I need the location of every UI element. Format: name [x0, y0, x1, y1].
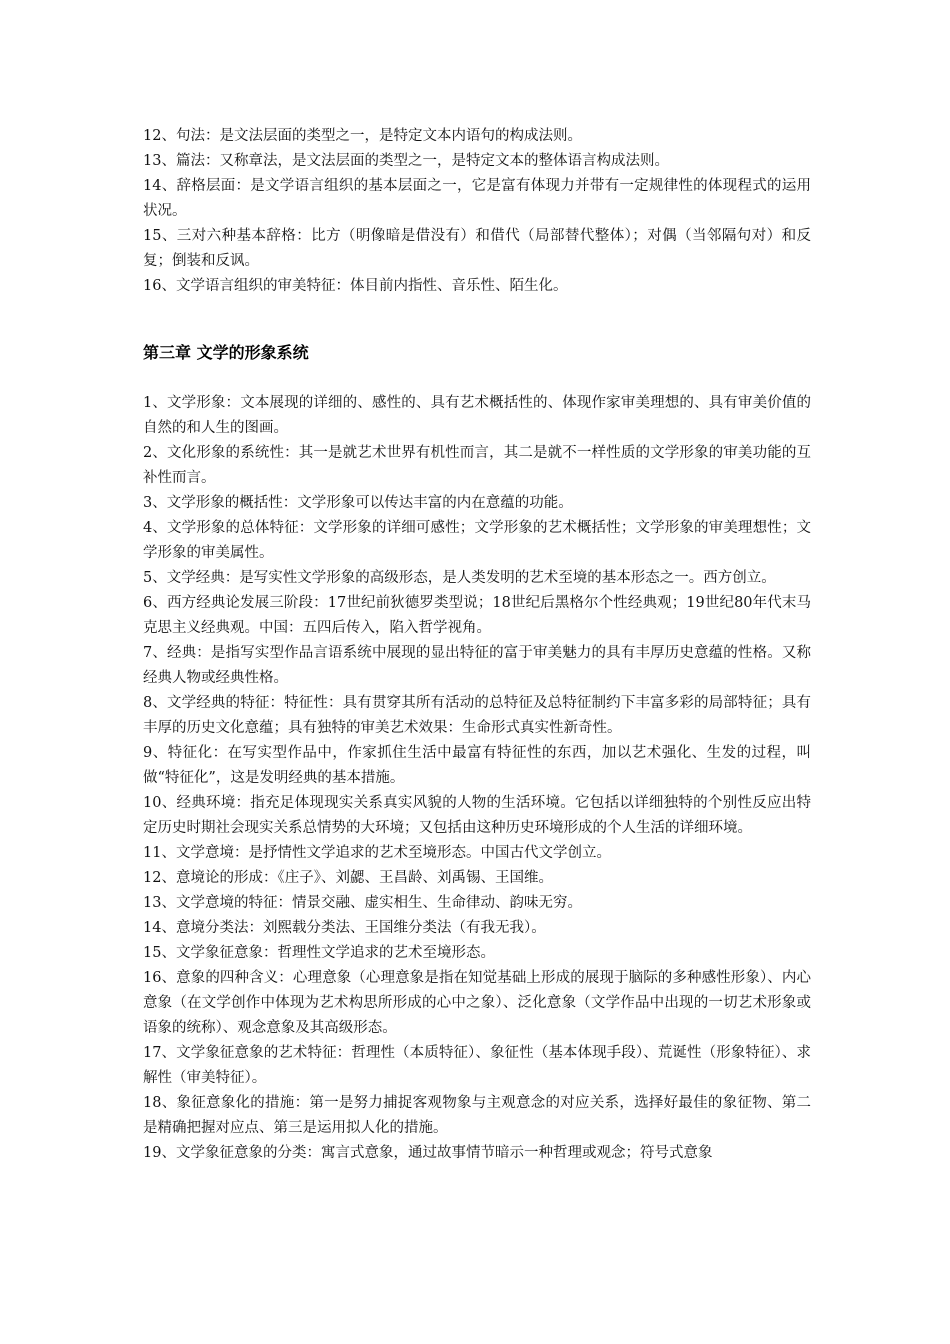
- list-item: 13、文学意境的特征：情景交融、虚实相生、生命律动、韵味无穷。: [143, 895, 582, 911]
- list-item: 18、象征意象化的措施：第一是努力捕捉客观物象与主观意念的对应关系，选择好最佳的象征物、第二是精确把握对应点、第三是运用拟人化的措施。: [143, 1095, 811, 1136]
- previous-section: [143, 124, 811, 299]
- list-item: 14、意境分类法：刘熙载分类法、王国维分类法（有我无我）。: [143, 920, 546, 936]
- list-item: 16、意象的四种含义：心理意象（心理意象是指在知觉基础上形成的展现于脑际的多种感性形象）、内心意象（在文学创作中体现为艺术构思所形成的心中之象）、泛化意象（文学作品中出现的一切艺术形象或语象的统称）、观念意象及其高级形态。: [143, 970, 811, 1036]
- list-item: 12、句法：是文法层面的类型之一，是特定文本内语句的构成法则。: [143, 128, 582, 144]
- list-item: 15、文学象征意象：哲理性文学追求的艺术至境形态。: [143, 945, 495, 961]
- list-item: 8、文学经典的特征：特征性：具有贯穿其所有活动的总特征及总特征制约下丰富多彩的局部特征；具有丰厚的历史文化意蕴；具有独特的审美艺术效果：生命形式真实性新奇性。: [143, 695, 811, 736]
- document-body: [143, 124, 811, 1166]
- list-item: 15、三对六种基本辞格：比方（明像暗是借没有）和借代（局部替代整体）；对偶（当邻隔句对）和反复；倒装和反讽。: [143, 228, 811, 269]
- list-item: 5、文学经典：是写实性文学形象的高级形态，是人类发明的艺术至境的基本形态之一。西方创立。: [143, 570, 776, 586]
- list-item: 11、文学意境：是抒情性文学追求的艺术至境形态。中国古代文学创立。: [143, 845, 611, 861]
- chapter-items: [143, 391, 811, 1166]
- list-item: 12、意境论的形成：《庄子》、刘勰、王昌龄、刘禹锡、王国维。: [143, 870, 553, 886]
- chapter-title: 第三章 文学的形象系统: [143, 343, 309, 362]
- list-item: 10、经典环境：指充足体现现实关系真实风貌的人物的生活环境。它包括以详细独特的个别性反应出特定历史时期社会现实关系总情势的大环境；又包括由这种历史环境形成的个人生活的详细环境。: [143, 795, 811, 836]
- list-item: 6、西方经典论发展三阶段：17世纪前狄德罗类型说；18世纪后黑格尔个性经典观；19世纪80年代末马克思主义经典观。中国：五四后传入，陷入哲学视角。: [143, 595, 811, 636]
- list-item: 2、文化形象的系统性：其一是就艺术世界有机性而言，其二是就不一样性质的文学形象的审美功能的互补性而言。: [143, 445, 811, 486]
- list-item: 1、文学形象：文本展现的详细的、感性的、具有艺术概括性的、体现作家审美理想的、具有审美价值的自然的和人生的图画。: [143, 395, 811, 436]
- list-item: 19、文学象征意象的分类：寓言式意象，通过故事情节暗示一种哲理或观念；符号式意象: [143, 1145, 713, 1161]
- list-item: 17、文学象征意象的艺术特征：哲理性（本质特征）、象征性（基本体现手段）、荒诞性（形象特征）、求解性（审美特征）。: [143, 1045, 811, 1086]
- list-item: 3、文学形象的概括性：文学形象可以传达丰富的内在意蕴的功能。: [143, 495, 573, 511]
- list-item: 13、篇法：又称章法，是文法层面的类型之一，是特定文本的整体语言构成法则。: [143, 153, 669, 169]
- list-item: 14、辞格层面：是文学语言组织的基本层面之一，它是富有体现力并带有一定规律性的体现程式的运用状况。: [143, 178, 811, 219]
- list-item: 7、经典：是指写实型作品言语系统中展现的显出特征的富于审美魅力的具有丰厚历史意蕴的性格。又称经典人物或经典性格。: [143, 645, 811, 686]
- list-item: 4、文学形象的总体特征：文学形象的详细可感性；文学形象的艺术概括性；文学形象的审美理想性；文学形象的审美属性。: [143, 520, 811, 561]
- list-item: 9、特征化：在写实型作品中，作家抓住生活中最富有特征性的东西，加以艺术强化、生发的过程，叫做“特征化”，这是发明经典的基本措施。: [143, 745, 811, 786]
- list-item: 16、文学语言组织的审美特征：体目前内指性、音乐性、陌生化。: [143, 278, 568, 294]
